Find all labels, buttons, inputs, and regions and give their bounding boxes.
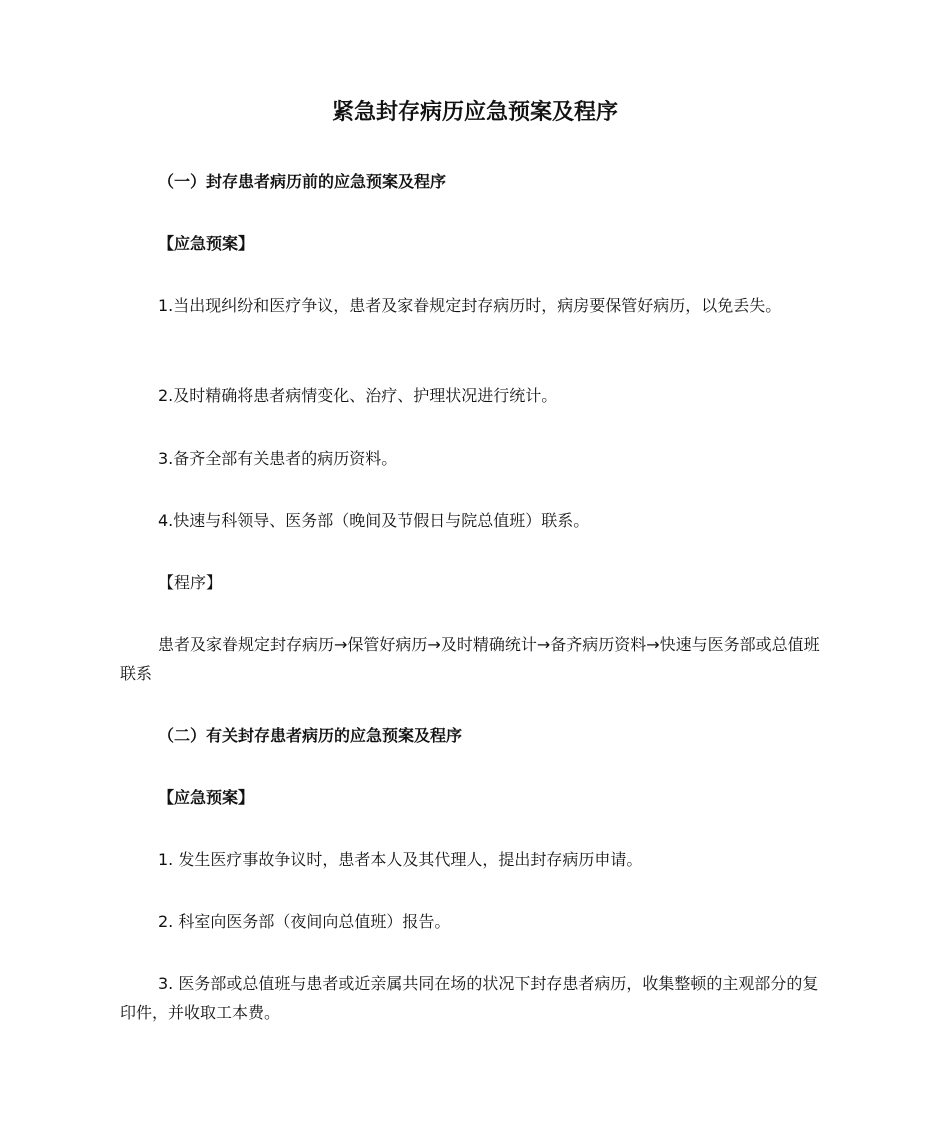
section1-item-4: 4.快速与科领导、医务部（晚间及节假日与院总值班）联系。 <box>158 511 590 530</box>
section2-plan-label: 【应急预案】 <box>158 788 255 807</box>
section2-heading: （二）有关封存患者病历的应急预案及程序 <box>158 726 463 745</box>
section2-item-2: 2. 科室向医务部（夜间向总值班）报告。 <box>158 912 451 931</box>
section1-procedure-text: 患者及家眷规定封存病历→保管好病历→及时精确统计→备齐病历资料→快速与医务部或总值班联系 <box>120 635 820 683</box>
document-title: 紧急封存病历应急预案及程序 <box>331 100 618 125</box>
section1-item-2: 2.及时精确将患者病情变化、治疗、护理状况进行统计。 <box>158 386 558 405</box>
section1-procedure-label: 【程序】 <box>158 573 223 592</box>
section1-item-3: 3.备齐全部有关患者的病历资料。 <box>158 449 398 468</box>
section2-item-1: 1. 发生医疗事故争议时，患者本人及其代理人，提出封存病历申请。 <box>158 850 643 869</box>
section1-heading: （一）封存患者病历前的应急预案及程序 <box>158 172 447 191</box>
section1-item-1: 1.当出现纠纷和医疗争议，患者及家眷规定封存病历时，病房要保管好病历，以免丢失。 <box>158 296 782 315</box>
section2-item-3: 3. 医务部或总值班与患者或近亲属共同在场的状况下封存患者病历，收集整顿的主观部分的复印件，并收取工本费。 <box>120 974 819 1022</box>
section1-plan-label: 【应急预案】 <box>158 234 255 253</box>
